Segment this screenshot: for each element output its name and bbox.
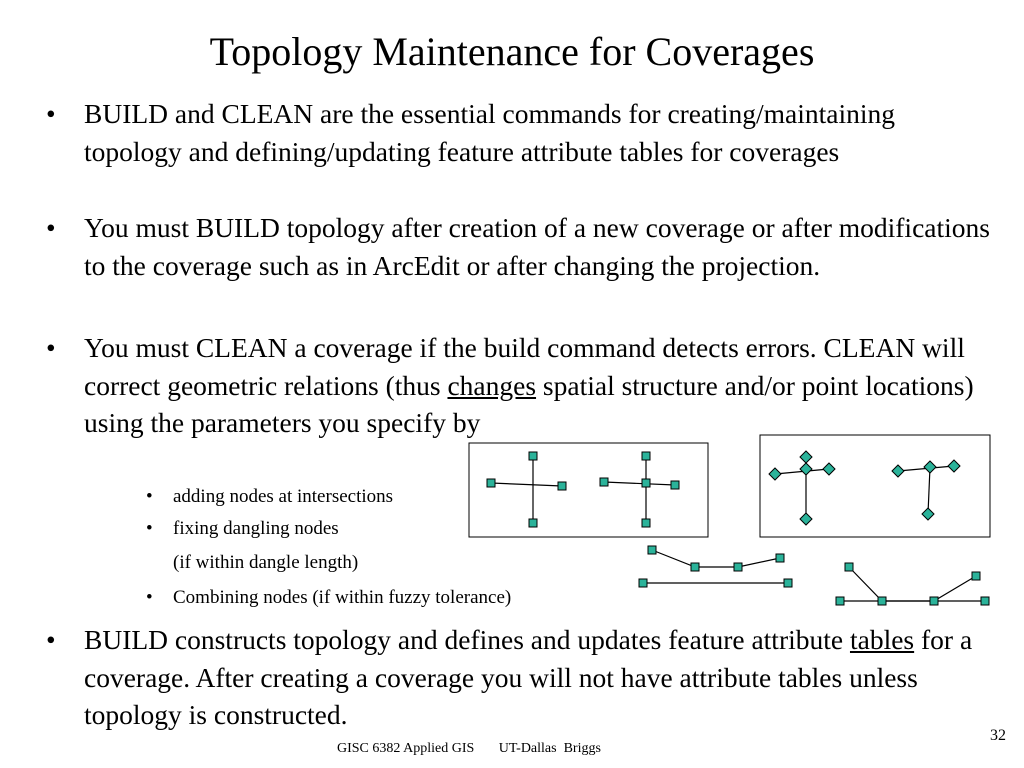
bullet-marker: • bbox=[46, 212, 56, 243]
underlined-word: changes bbox=[447, 369, 537, 401]
intersection-diagram bbox=[469, 443, 708, 537]
fuzzy-combine-diagram-a bbox=[639, 546, 792, 587]
dangling-node-diagram bbox=[760, 435, 990, 537]
sub-bullet-marker: • bbox=[146, 587, 153, 608]
bullet-text: BUILD constructs topology and defines and updates feature attribute tables for a coverage. After creating a coverage you will not have attribute tables unless topology is constructed. bbox=[84, 624, 973, 730]
sub-bullet-continuation: (if within dangle length) bbox=[173, 552, 359, 573]
bullet-text: BUILD and CLEAN are the essential commands for creating/maintaining topology and defining/updating feature attribute tables for coverages bbox=[84, 98, 896, 167]
bullet-text: You must CLEAN a coverage if the build command detects errors. CLEAN will correct geometric relations (thus changes spatial structure and/or point locations) using the parameters you specify by bbox=[84, 332, 974, 438]
bullet-marker: • bbox=[46, 624, 56, 655]
slide-footer: GISC 6382 Applied GIS UT-Dallas Briggs bbox=[337, 741, 601, 756]
slide-title: Topology Maintenance for Coverages bbox=[209, 29, 815, 74]
sub-bullet-text: fixing dangling nodes bbox=[173, 518, 339, 539]
bullet-marker: • bbox=[46, 332, 56, 363]
page-number: 32 bbox=[990, 727, 1006, 744]
sub-bullet-marker: • bbox=[146, 518, 153, 539]
sub-bullet-marker: • bbox=[146, 486, 153, 507]
bullet-marker: • bbox=[46, 98, 56, 129]
bullet-text: You must BUILD topology after creation of a new coverage or after modifications to the coverage such as in ArcEdit or after changing the projection. bbox=[84, 212, 990, 281]
sub-bullet-text: adding nodes at intersections bbox=[173, 486, 394, 507]
sub-bullet-text: Combining nodes (if within fuzzy tolerance) bbox=[173, 587, 512, 608]
underlined-word: tables bbox=[849, 624, 915, 655]
fuzzy-combine-diagram-b bbox=[836, 563, 989, 605]
